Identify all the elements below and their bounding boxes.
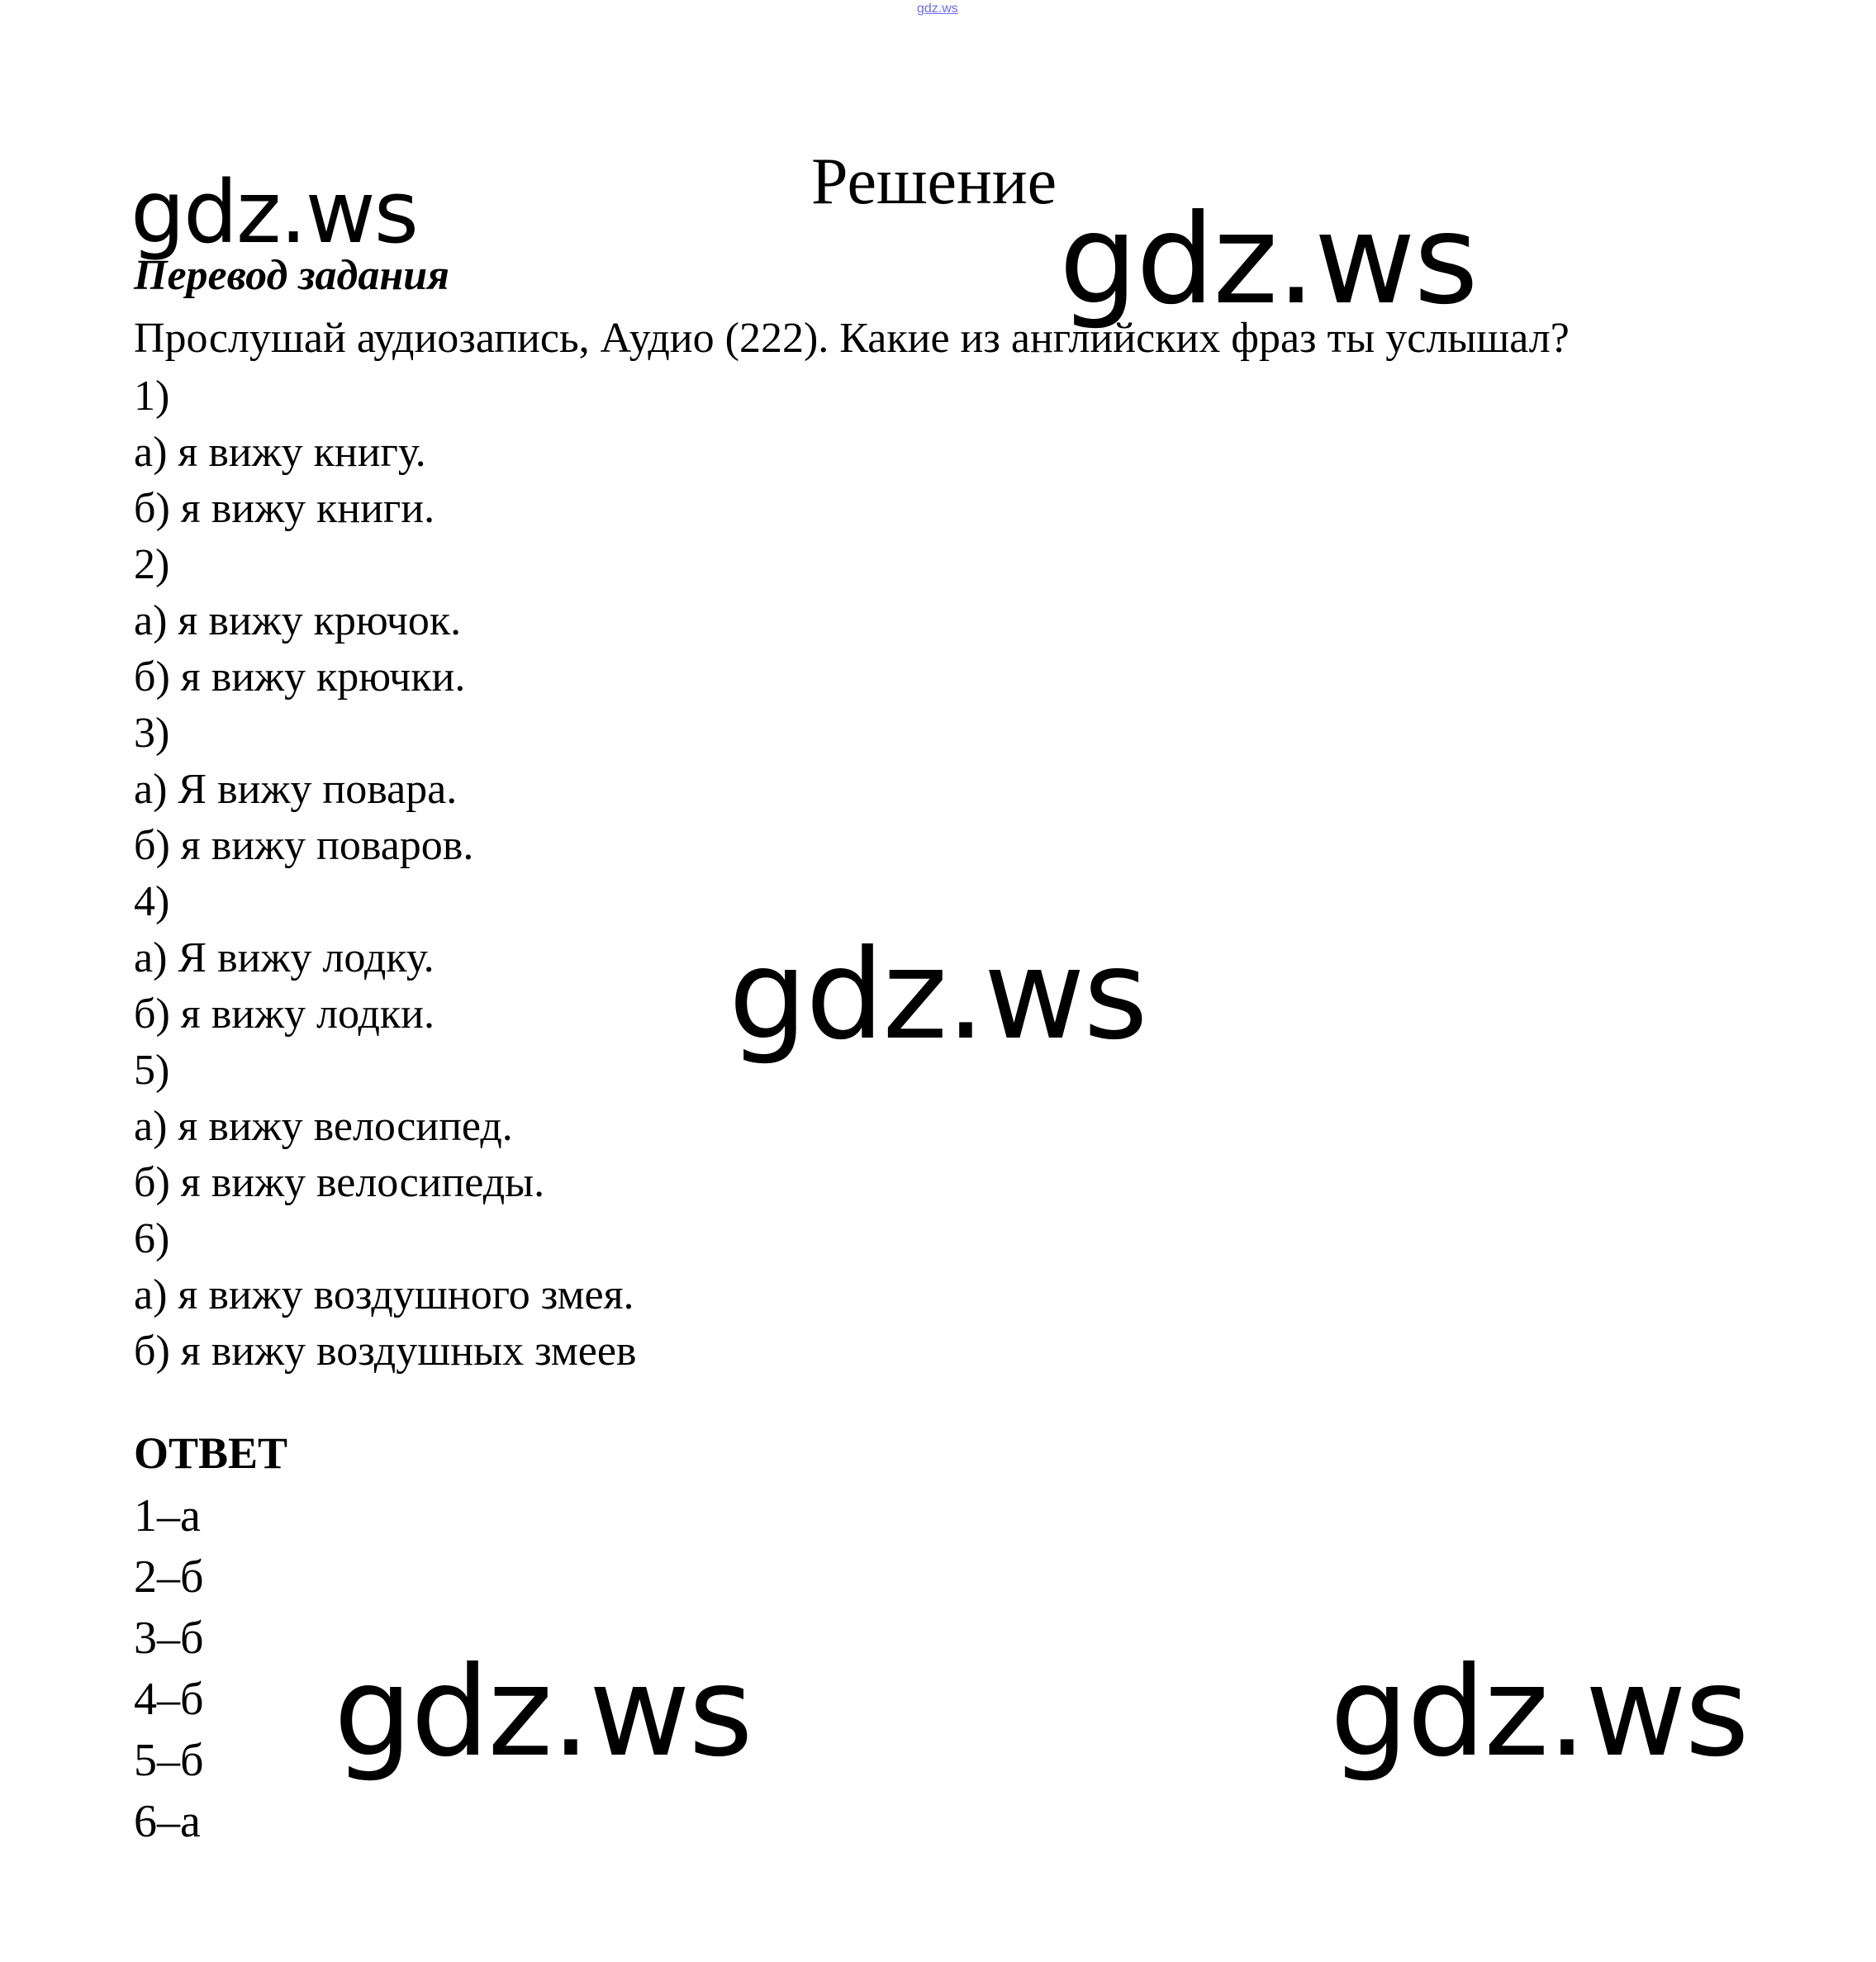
answer-item: 1–а [134,1490,201,1542]
answer-item: 2–б [134,1551,204,1603]
list-item: б) я вижу велосипеды. [134,1159,545,1206]
list-item: 6) [134,1215,170,1262]
list-item: а) я вижу книгу. [134,429,426,476]
watermark-bottom-right: gdz.ws [1330,1641,1748,1784]
list-item: 4) [134,878,170,925]
answer-heading: ОТВЕТ [134,1428,288,1478]
list-item: а) Я вижу лодку. [134,934,435,981]
watermark-bottom-left: gdz.ws [334,1641,752,1784]
watermark-top-left: gdz.ws [131,162,417,263]
translation-list [134,368,637,1380]
list-item: 1) [134,373,170,420]
watermark-center: gdz.ws [729,924,1147,1067]
list-item: а) я вижу воздушного змея. [134,1271,634,1318]
list-item: а) я вижу велосипед. [134,1103,513,1150]
top-watermark-link[interactable]: gdz.ws [917,2,958,16]
answer-list [134,1485,204,1852]
section-subtitle: Перевод задания [134,252,449,299]
answer-item: 6–а [134,1796,201,1847]
answer-item: 3–б [134,1613,204,1664]
list-item: 2) [134,541,170,588]
list-item: 3) [134,710,170,757]
task-instruction: Прослушай аудиозапись, Аудио (222). Какие из английских фраз ты услышал? [134,315,1570,362]
list-item: 5) [134,1047,170,1094]
list-item: б) я вижу воздушных змеев [134,1328,637,1375]
list-item: а) я вижу крючок. [134,597,462,644]
answer-item: 4–б [134,1674,204,1725]
list-item: б) я вижу крючки. [134,653,466,701]
list-item: б) я вижу поваров. [134,822,474,869]
answer-item: 5–б [134,1735,204,1786]
list-item: а) Я вижу повара. [134,766,458,813]
page-title: Решение [811,145,1057,218]
list-item: б) я вижу лодки. [134,991,435,1038]
list-item: б) я вижу книги. [134,485,435,532]
watermark-top-right: gdz.ws [1059,188,1477,332]
